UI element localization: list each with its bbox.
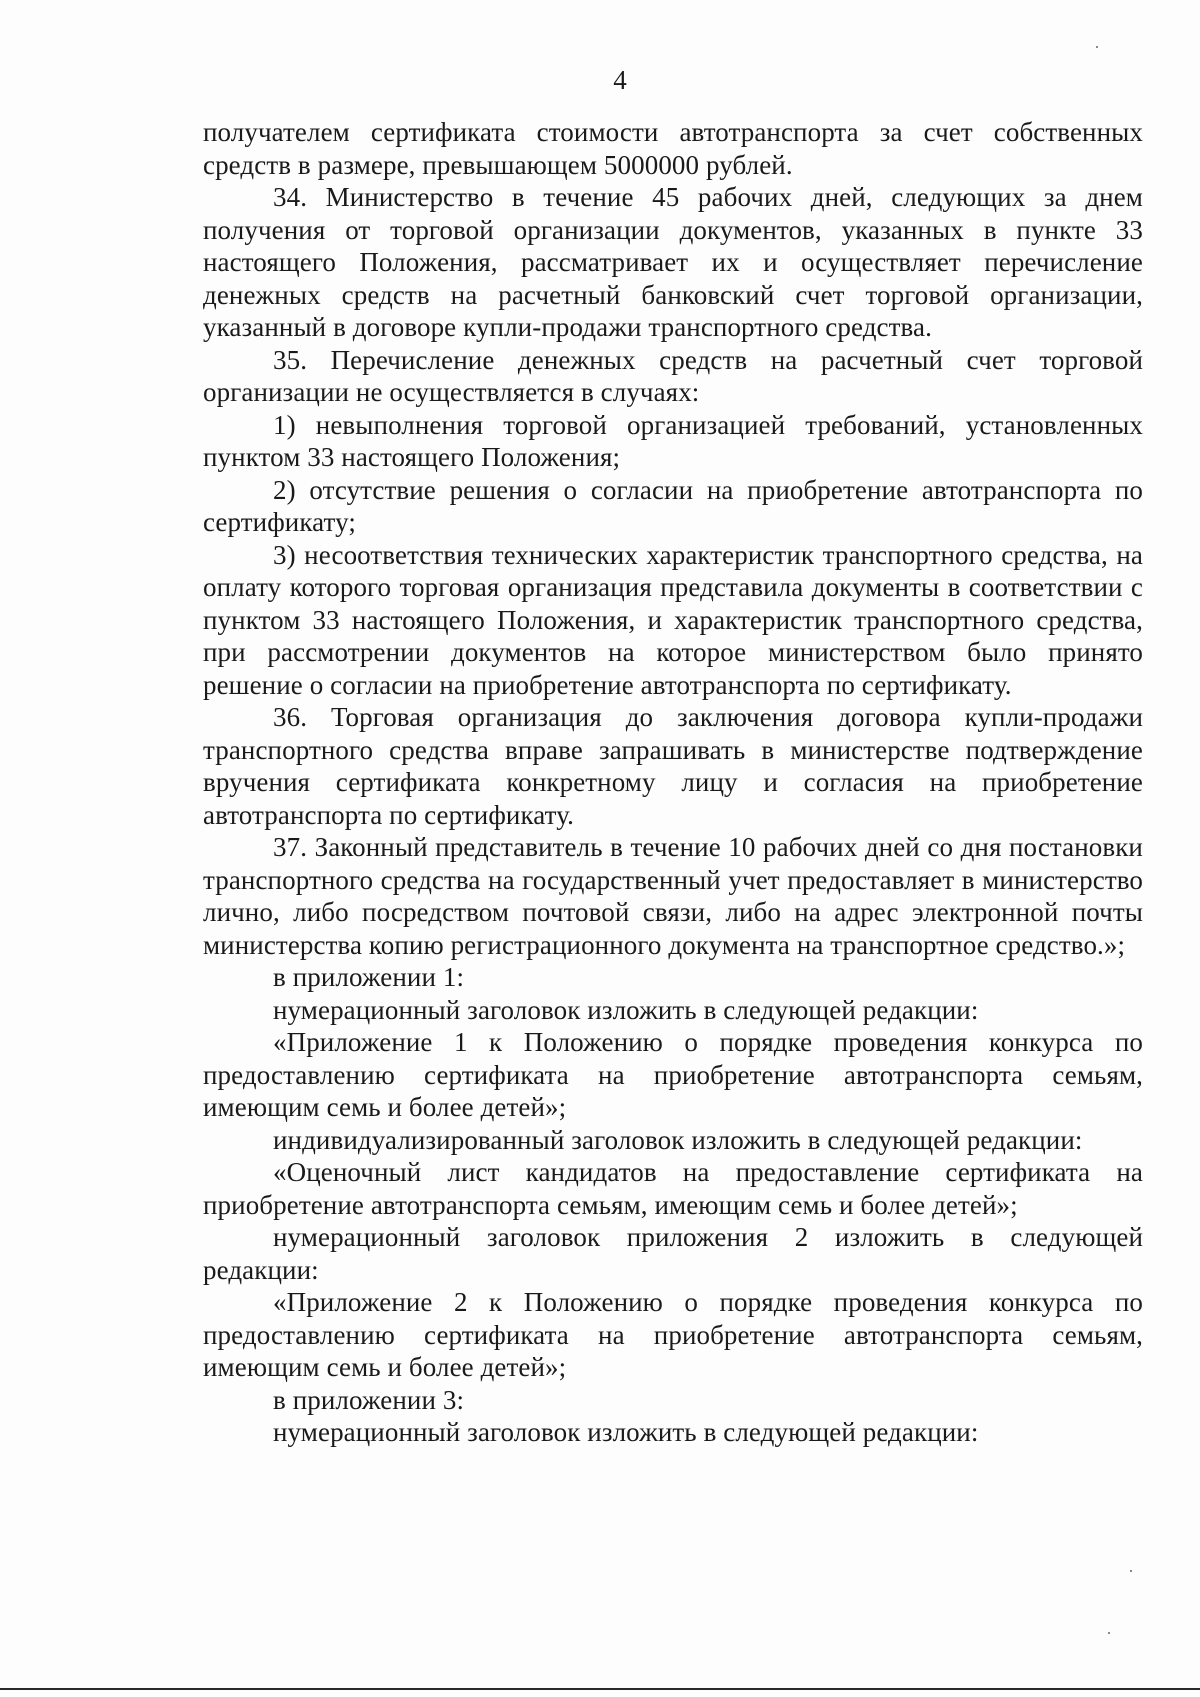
paragraph-evaluation-sheet-quote: «Оценочный лист кандидатов на предоставление сертификата на приобретение автотранспорта семьям, имеющим семь и более детей»;	[203, 1157, 1143, 1220]
page-number: 4	[613, 65, 627, 95]
paragraph-item-36: 36. Торговая организация до заключения договора купли-продажи транспортного средства вправе запрашивать в министерстве подтверждение вручения сертификата конкретному лицу и согласия на приобретение автотранспорта по сертификату.	[203, 702, 1143, 830]
paragraph-appendix-3-heading: нумерационный заголовок изложить в следующей редакции:	[273, 1417, 979, 1447]
scan-speck	[1108, 1632, 1110, 1634]
document-body	[203, 116, 1143, 1449]
paragraph-individual-heading: индивидуализированный заголовок изложить в следующей редакции:	[273, 1124, 1083, 1155]
paragraph-appendix-1-quote: «Приложение 1 к Положению о порядке проведения конкурса по предоставлению сертификата на приобретение автотранспорта семьям, имеющим семь и более детей»;	[203, 1027, 1143, 1122]
paragraph-subitem-1: 1) невыполнения торговой организацией требований, установленных пунктом 33 настоящего Положения;	[203, 409, 1143, 472]
paragraph-item-34: 34. Министерство в течение 45 рабочих дней, следующих за днем получения от торговой организации документов, указанных в пункте 33 настоящего Положения, рассматривает их и осуществляет перечисление денежных средств на расчетный банковский счет торговой организации, указанный в договоре купли-продажи транспортного средства.	[203, 182, 1143, 342]
paragraph-item-35: 35. Перечисление денежных средств на расчетный счет торговой организации не осуществляется в случаях:	[203, 344, 1143, 407]
scan-edge-line	[0, 1688, 1200, 1690]
paragraph-subitem-2: 2) отсутствие решения о согласии на приобретение автотранспорта по сертификату;	[203, 474, 1143, 537]
scan-speck	[1096, 46, 1098, 48]
paragraph-subitem-3: 3) несоответствия технических характеристик транспортного средства, на оплату которого торговая организация представила документы в соответствии с пунктом 33 настоящего Положения, и характеристик транспортного средства, при рассмотрении документов на которое министерством было принято решение о согласии на приобретение автотранспорта по сертификату.	[203, 539, 1143, 700]
paragraph-appendix-1: в приложении 1:	[273, 962, 465, 992]
paragraph-appendix-2-quote: «Приложение 2 к Положению о порядке проведения конкурса по предоставлению сертификата на приобретение автотранспорта семьям, имеющим семь и более детей»;	[203, 1287, 1143, 1382]
paragraph-appendix-3: в приложении 3:	[273, 1384, 465, 1415]
paragraph-appendix-2-heading: нумерационный заголовок приложения 2 изложить в следующей редакции:	[203, 1222, 1143, 1285]
paragraph-numbering-heading: нумерационный заголовок изложить в следующей редакции:	[273, 994, 979, 1025]
paragraph-continuation: получателем сертификата стоимости автотранспорта за счет собственных средств в размере, превышающем 5000000 рублей.	[203, 117, 1143, 180]
paragraph-item-37: 37. Законный представитель в течение 10 рабочих дней со дня постановки транспортного средства на государственный учет предоставляет в министерство лично, либо посредством почтовой связи, либо на адрес электронной почты министерства копию регистрационного документа на транспортное средство.»;	[203, 832, 1143, 960]
scan-speck	[1130, 1570, 1132, 1572]
